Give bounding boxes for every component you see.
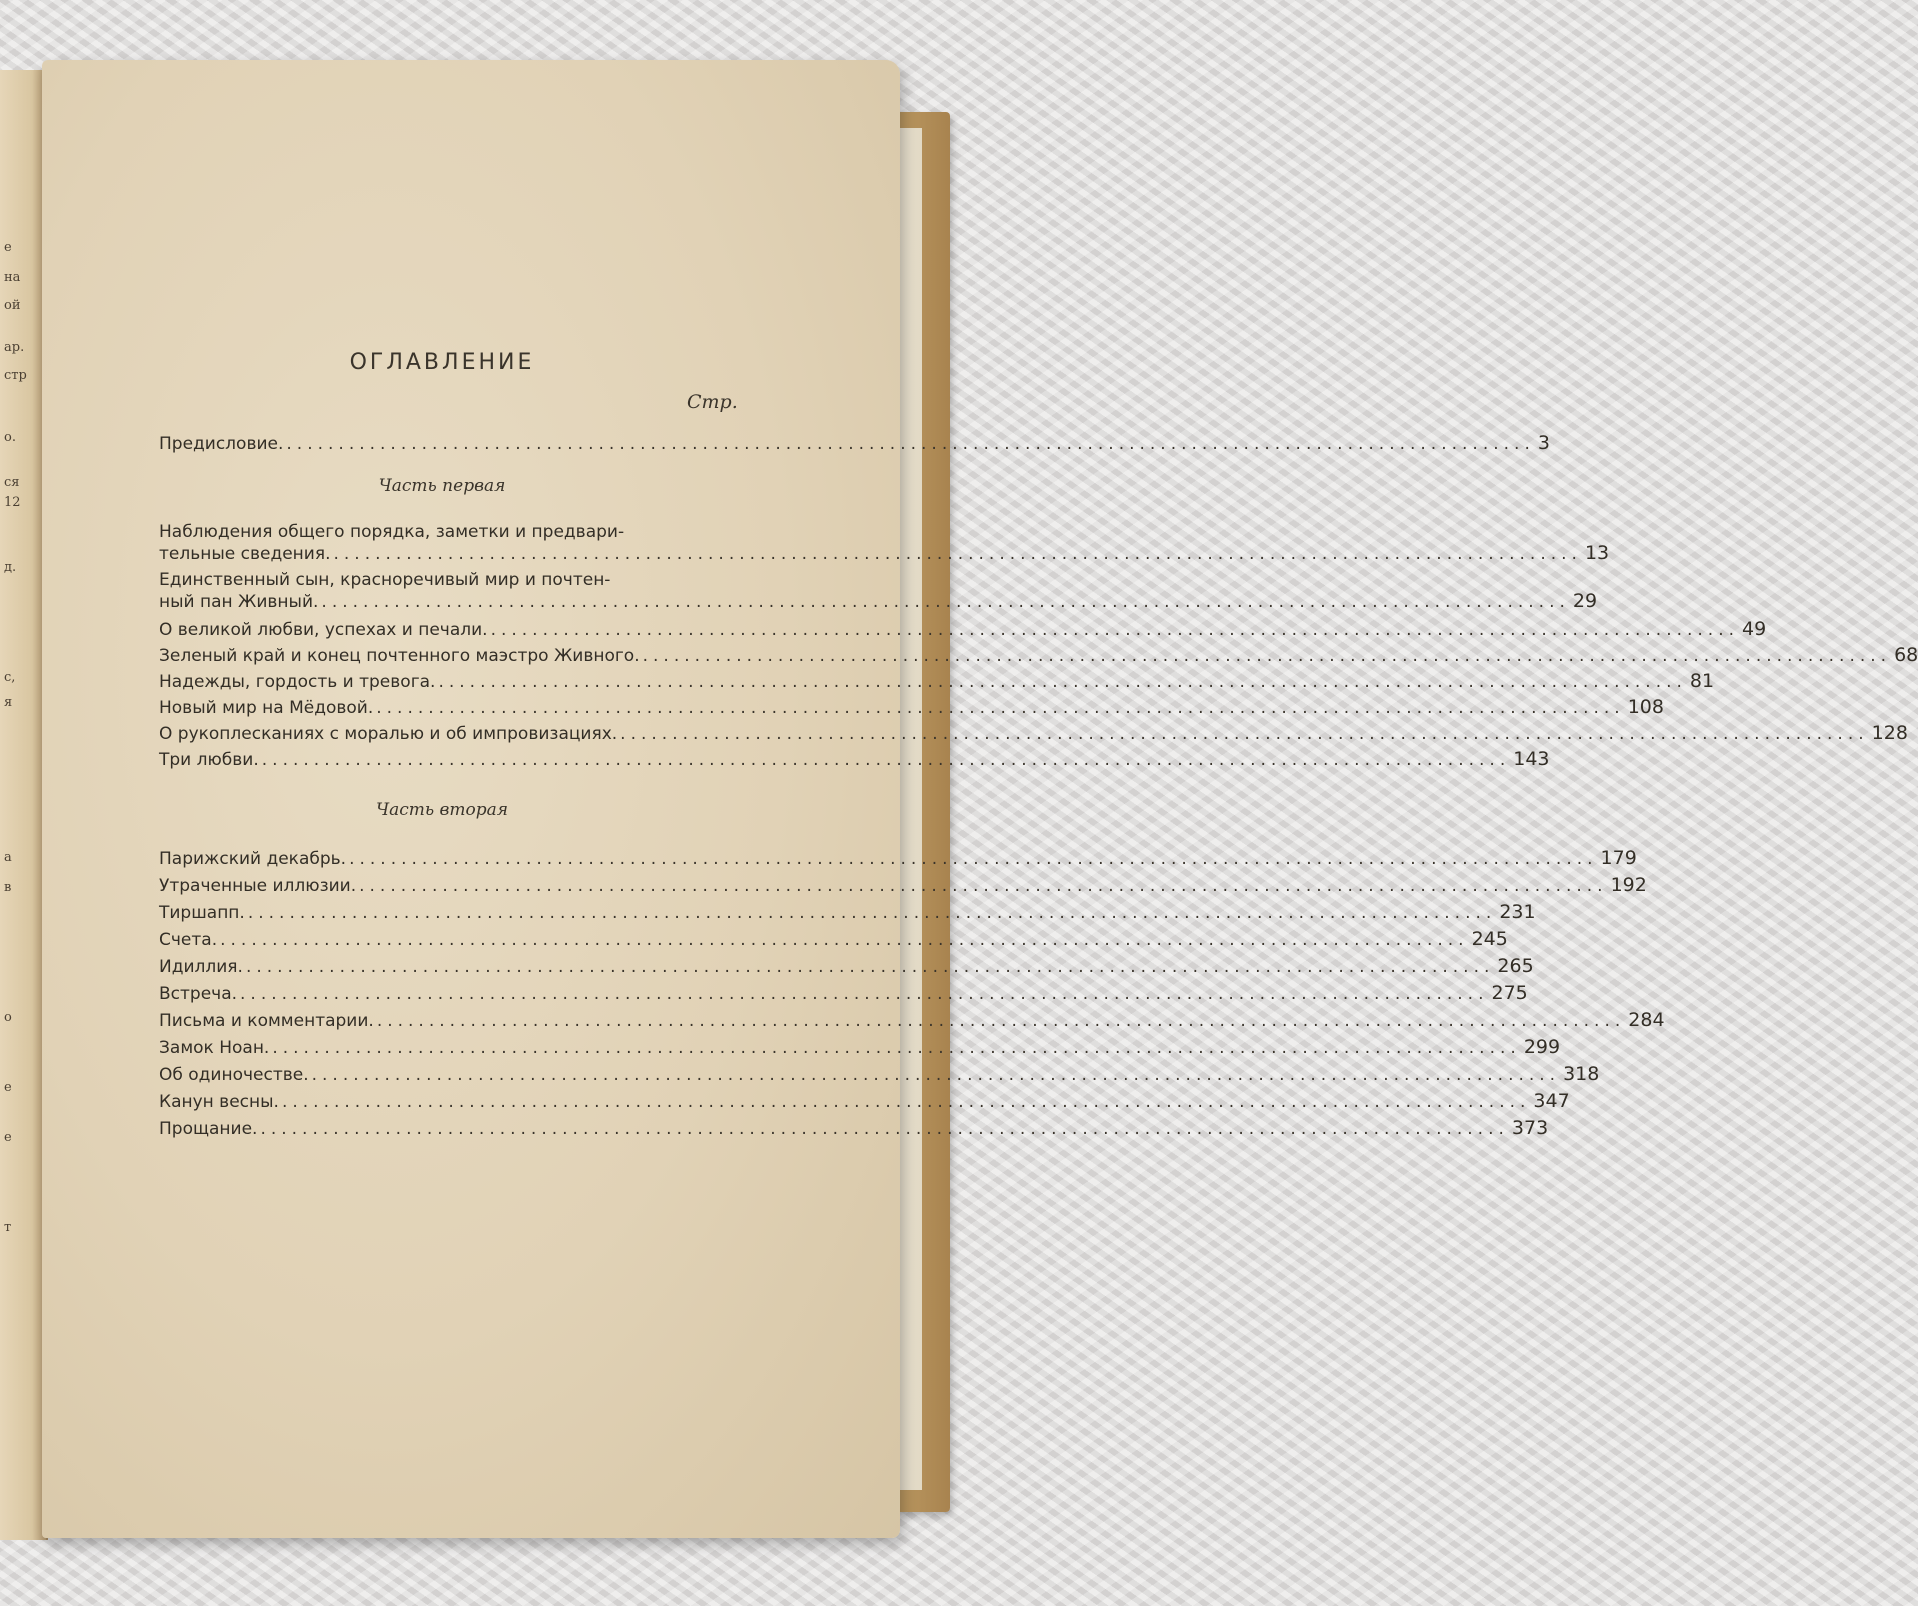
part-one-heading: Часть первая xyxy=(378,476,506,496)
left-page-fragment: на xyxy=(4,270,21,285)
toc-page xyxy=(42,60,1918,1538)
leader-dots: ........................................................................................................................ xyxy=(281,1092,1531,1112)
toc-entry-label: Три любви. xyxy=(159,750,259,770)
toc-entry-preface xyxy=(159,432,1550,454)
toc-entry-label: Предисловие. xyxy=(159,434,284,454)
toc-entry-label: Тиршапп. xyxy=(159,903,245,923)
left-page-fragment: о xyxy=(4,1010,12,1025)
left-page-fragment: е xyxy=(4,1080,12,1095)
leader-dots: ........................................................................................................................ xyxy=(220,930,1469,950)
toc-entry-page: 373 xyxy=(1511,1117,1549,1139)
left-page-fragment: с, xyxy=(4,670,16,685)
toc-entry xyxy=(159,722,1908,744)
toc-entry xyxy=(159,1117,1549,1139)
leader-dots: ........................................................................................................................ xyxy=(642,646,1892,666)
leader-dots: ........................................................................................................................ xyxy=(376,698,1625,718)
toc-entry-page: 179 xyxy=(1600,847,1637,869)
left-page-fragment: ар. xyxy=(4,340,25,355)
toc-entry-page: 143 xyxy=(1513,748,1550,770)
leader-dots: ........................................................................................................................ xyxy=(286,434,1535,454)
toc-entry-label: О рукоплесканиях с моралью и об импровизациях. xyxy=(159,724,618,744)
part-two-heading: Часть вторая xyxy=(375,800,509,820)
toc-entry-page: 299 xyxy=(1523,1036,1561,1058)
leader-dots: ........................................................................................................................ xyxy=(321,592,1570,612)
leader-dots: ........................................................................................................................ xyxy=(333,544,1582,564)
toc-entry-page: 29 xyxy=(1572,590,1598,612)
toc-entry-page: 275 xyxy=(1491,982,1528,1004)
left-page-fragment: т xyxy=(4,1220,12,1235)
toc-entry-page: 245 xyxy=(1471,928,1508,950)
leader-dots: ........................................................................................................................ xyxy=(247,903,1497,923)
toc-entry-page: 284 xyxy=(1628,1009,1665,1031)
leader-dots: ........................................................................................................................ xyxy=(349,849,1598,869)
left-page-fragment: ся xyxy=(4,475,20,490)
leader-dots: ........................................................................................................................ xyxy=(311,1065,1561,1085)
toc-entry xyxy=(159,1036,1561,1058)
toc-entry xyxy=(159,644,1918,666)
toc-entry-label: Зеленый край и конец почтенного маэстро Живного. xyxy=(159,646,640,666)
toc-entry xyxy=(159,1063,1600,1085)
toc-entry-page: 231 xyxy=(1499,901,1536,923)
toc-entry-page: 49 xyxy=(1742,618,1767,640)
toc-title: ОГЛАВЛЕНИЕ xyxy=(349,350,535,375)
toc-entry-label: Замок Ноан. xyxy=(159,1038,270,1058)
toc-entry-line1: Единственный сын, красноречивый мир и почтен- xyxy=(159,570,611,590)
toc-entry-page: 68 xyxy=(1894,644,1918,666)
toc-entry-label: ный пан Живный. xyxy=(159,592,319,612)
left-page-fragment: стр xyxy=(4,368,27,383)
toc-entry xyxy=(159,522,1610,564)
toc-entry xyxy=(159,1090,1570,1112)
page-column-label: Стр. xyxy=(687,391,738,413)
left-page-fragment: е xyxy=(4,1130,12,1145)
toc-entry-label: Идиллия. xyxy=(159,957,243,977)
leader-dots: ........................................................................................................................ xyxy=(245,957,1495,977)
left-page-fragment: ой xyxy=(4,298,21,313)
toc-entry xyxy=(159,618,1767,640)
left-page-fragment: я xyxy=(4,695,13,710)
toc-entry-label: тельные сведения. xyxy=(159,544,331,564)
toc-entry-label: Счета. xyxy=(159,930,218,950)
left-page-fragment: а xyxy=(4,850,12,865)
toc-entry-label: Канун весны. xyxy=(159,1092,279,1112)
toc-entry xyxy=(159,670,1715,692)
leader-dots: ........................................................................................................................ xyxy=(261,750,1511,770)
toc-entry-label: Новый мир на Мёдовой. xyxy=(159,698,374,718)
left-page-fragment: 12 xyxy=(4,495,21,510)
toc-entry-label: Об одиночестве. xyxy=(159,1065,309,1085)
toc-entry-page: 265 xyxy=(1497,955,1534,977)
left-page-fragment: о. xyxy=(4,430,16,445)
toc-entry-line1: Наблюдения общего порядка, заметки и предвари- xyxy=(159,522,625,542)
leader-dots: ........................................................................................................................ xyxy=(376,1011,1626,1031)
left-page xyxy=(0,70,48,1540)
toc-entry-label: Встреча. xyxy=(159,984,238,1004)
leader-dots: ........................................................................................................................ xyxy=(438,672,1687,692)
left-page-fragment: е xyxy=(4,240,12,255)
leader-dots: ........................................................................................................................ xyxy=(359,876,1608,896)
toc-entry xyxy=(159,748,1550,770)
toc-entry-label: Утраченные иллюзии. xyxy=(159,876,357,896)
toc-entry xyxy=(159,955,1534,977)
toc-entry-page: 128 xyxy=(1871,722,1908,744)
toc-entry-page: 192 xyxy=(1610,874,1647,896)
toc-entry-page: 108 xyxy=(1627,696,1664,718)
toc-entry-label: Надежды, гордость и тревога. xyxy=(159,672,436,692)
toc-entry-label: Парижский декабрь. xyxy=(159,849,347,869)
leader-dots: ........................................................................................................................ xyxy=(272,1038,1521,1058)
toc-entry xyxy=(159,901,1536,923)
toc-entry-page: 3 xyxy=(1537,432,1550,454)
toc-entry-page: 318 xyxy=(1563,1063,1600,1085)
leader-dots: ........................................................................................................................ xyxy=(260,1119,1509,1139)
toc-entry xyxy=(159,847,1637,869)
toc-entry xyxy=(159,570,1598,612)
toc-entry-label: Письма и комментарии. xyxy=(159,1011,374,1031)
left-page-fragment: д. xyxy=(4,560,17,575)
leader-dots: ........................................................................................................................ xyxy=(490,620,1740,640)
leader-dots: ........................................................................................................................ xyxy=(620,724,1869,744)
toc-entry xyxy=(159,874,1647,896)
toc-entry-page: 13 xyxy=(1584,542,1610,564)
toc-entry-page: 347 xyxy=(1533,1090,1570,1112)
toc-entry xyxy=(159,696,1664,718)
leader-dots: ........................................................................................................................ xyxy=(240,984,1489,1004)
toc-entry xyxy=(159,982,1528,1004)
toc-entry xyxy=(159,1009,1665,1031)
toc-entry-label: О великой любви, успехах и печали. xyxy=(159,620,488,640)
left-page-fragment: в xyxy=(4,880,12,895)
toc-entry-page: 81 xyxy=(1689,670,1715,692)
toc-entry xyxy=(159,928,1508,950)
toc-entry-label: Прощание. xyxy=(159,1119,258,1139)
